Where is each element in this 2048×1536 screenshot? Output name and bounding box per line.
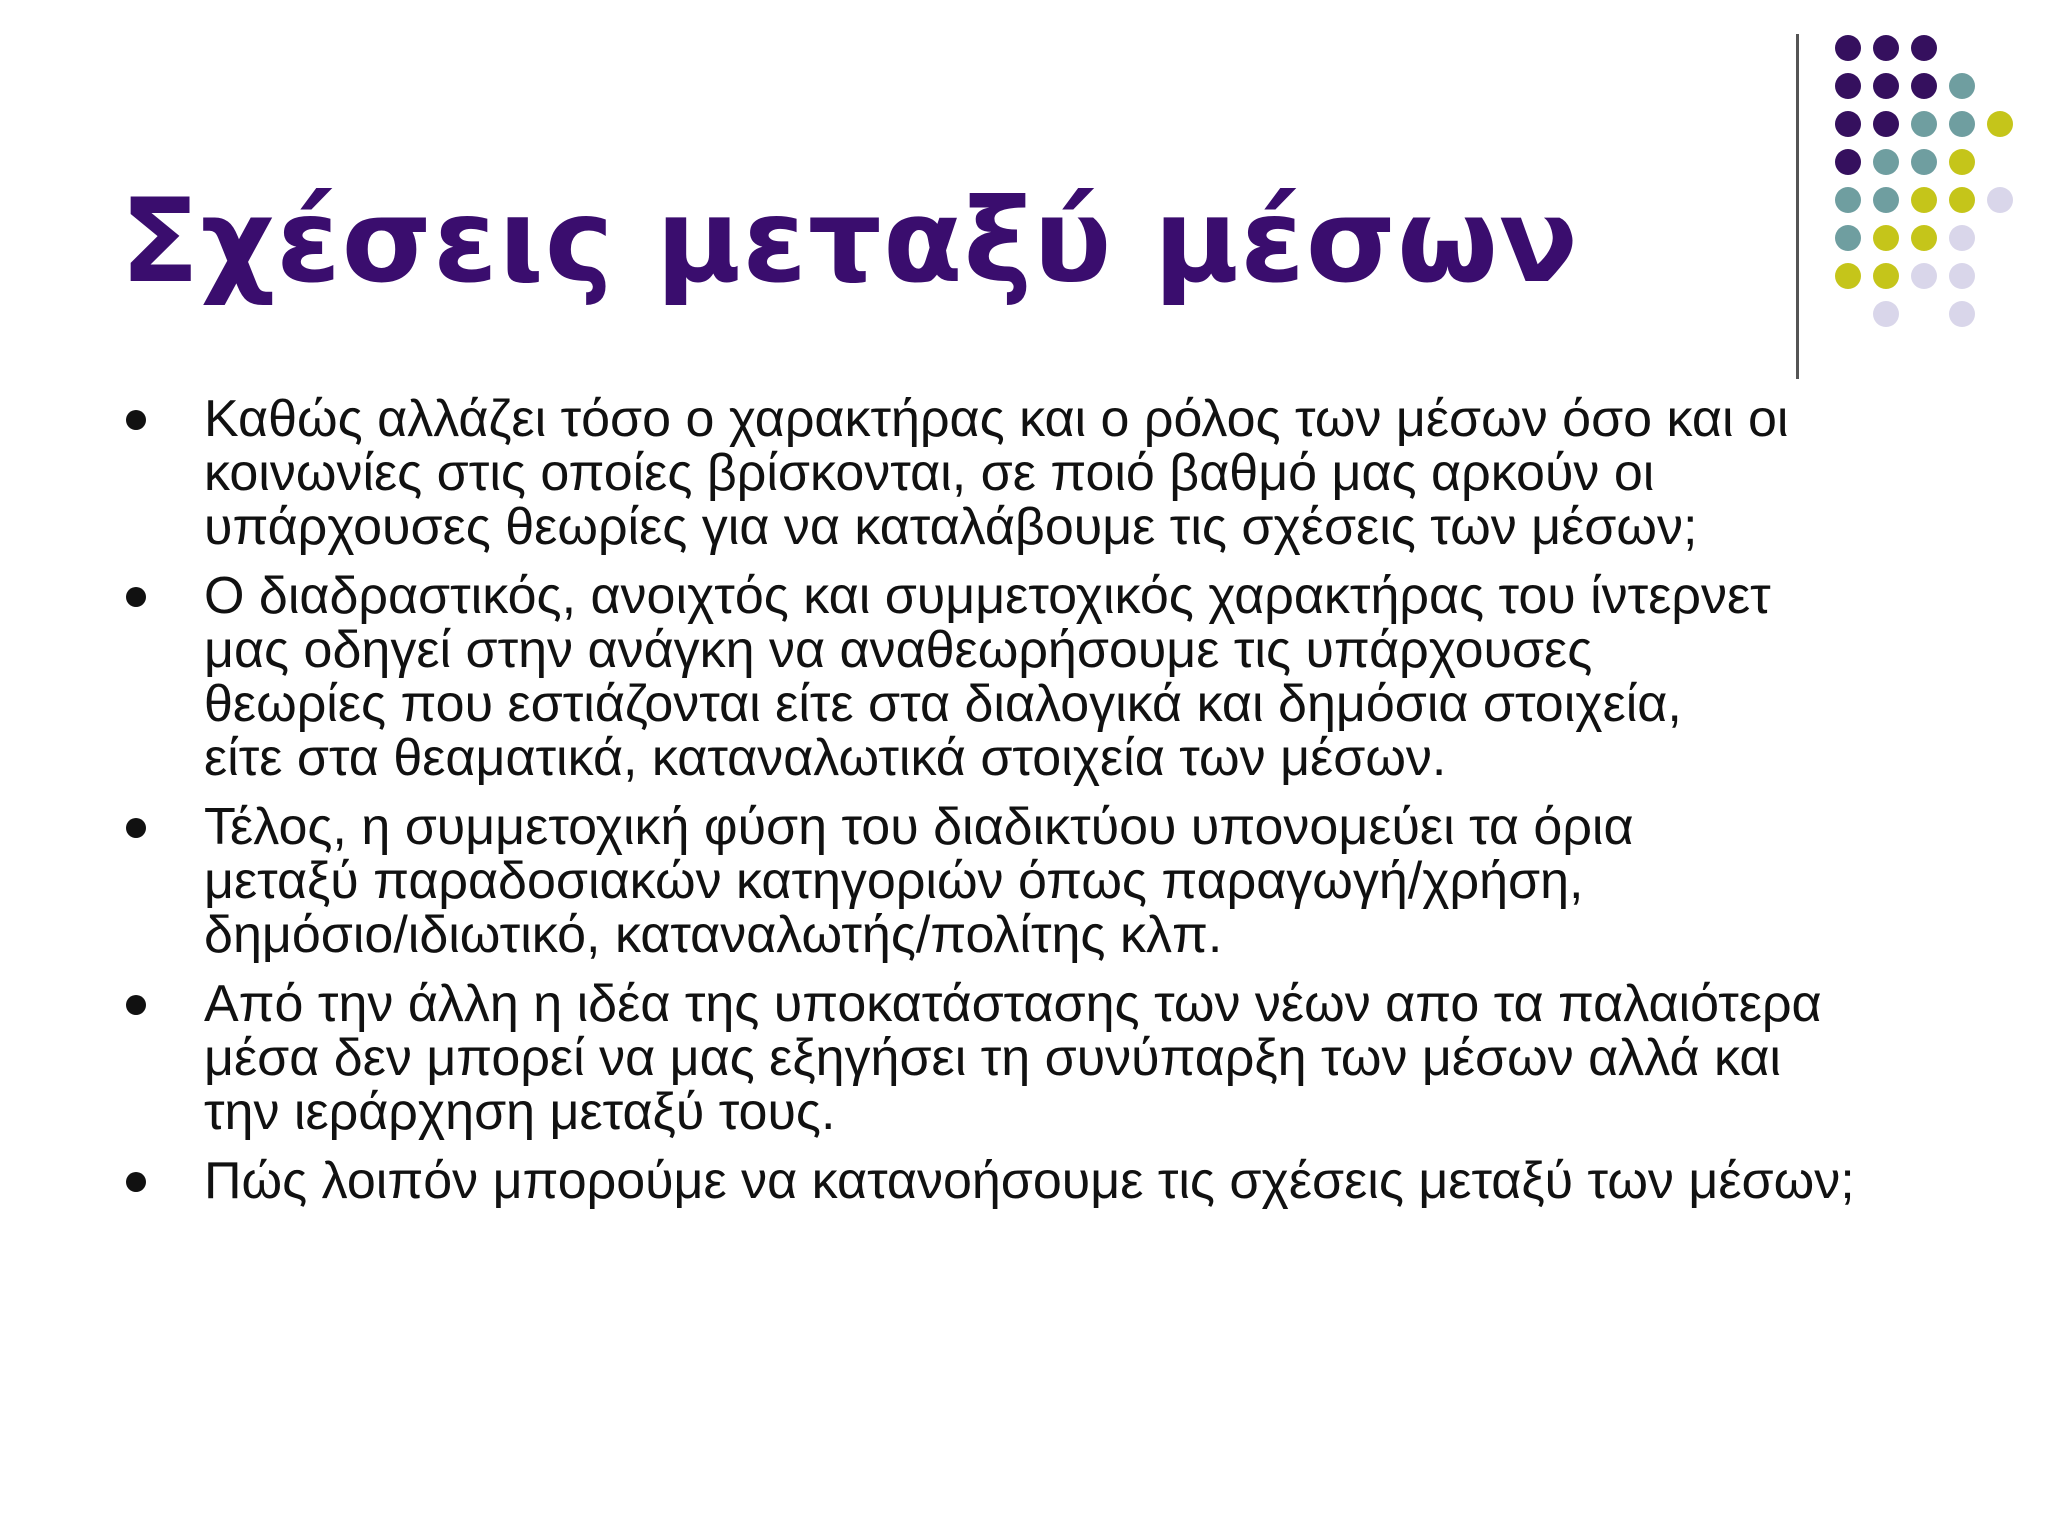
decorative-dot (1835, 111, 1861, 137)
decorative-dot (1911, 35, 1937, 61)
bullet-item-2 (120, 569, 1980, 785)
decorative-dot (1873, 225, 1899, 251)
decorative-dot (1949, 111, 1975, 137)
decorative-dot (1873, 263, 1899, 289)
decorative-dot (1873, 35, 1899, 61)
decorative-dot (1911, 225, 1937, 251)
decorative-dot (1835, 73, 1861, 99)
decorative-dot (1835, 35, 1861, 61)
decorative-dot (1835, 187, 1861, 213)
decorative-dot (1911, 187, 1937, 213)
decorative-dot (1949, 149, 1975, 175)
bullet-item-1 (120, 392, 1980, 554)
bullet-text: Πώς λοιπόν μπορούμε να κατανοήσουμε τις σχέσεις μεταξύ των μέσων; (204, 1152, 1855, 1210)
decorative-dot (1873, 73, 1899, 99)
decorative-dot (1911, 263, 1937, 289)
bullet-item-5 (120, 1154, 1980, 1208)
decorative-dot (1949, 187, 1975, 213)
decorative-dot (1835, 225, 1861, 251)
bullet-item-3 (120, 800, 1980, 962)
bullet-text: Ο διαδραστικός, ανοιχτός και συμμετοχικός χαρακτήρας του ίντερνετ μας οδηγεί στην ανάγκη να αναθεωρήσουμε τις υπάρχουσες θεωρίες που εστιάζονται είτε στα διαλογικά και δημόσια στοιχεία, είτε στα θεαματικά, καταναλωτικά στοιχεία των μέσων. (204, 567, 1771, 787)
decorative-dot (1949, 263, 1975, 289)
decorative-dot (1911, 111, 1937, 137)
decorative-dot (1873, 111, 1899, 137)
decorative-dot (1949, 225, 1975, 251)
decorative-dot (1873, 187, 1899, 213)
decorative-dot (1911, 149, 1937, 175)
bullet-item-4 (120, 977, 1980, 1139)
title-divider-line (1796, 34, 1799, 379)
decorative-dot (1949, 73, 1975, 99)
bullet-text: Καθώς αλλάζει τόσο ο χαρακτήρας και ο ρόλος των μέσων όσο και οι κοινωνίες στις οποίες βρίσκονται, σε ποιό βαθμό μας αρκούν οι υπάρχουσες θεωρίες για να καταλάβουμε τις σχέσεις των μέσων; (204, 390, 1789, 556)
decorative-dot (1835, 263, 1861, 289)
bullet-text: Τέλος, η συμμετοχική φύση του διαδικτύου υπονομεύει τα όρια μεταξύ παραδοσιακών κατηγοριών όπως παραγωγή/χρήση, δημόσιο/ιδιωτικό, καταναλωτής/πολίτης κλπ. (204, 798, 1634, 964)
decorative-dot (1911, 73, 1937, 99)
decorative-dot (1835, 149, 1861, 175)
decorative-dot (1873, 149, 1899, 175)
bullet-text: Από την άλλη η ιδέα της υποκατάστασης των νέων απο τα παλαιότερα μέσα δεν μπορεί να μας εξηγήσει τη συνύπαρξη των μέσων αλλά και την ιεράρχηση μεταξύ τους. (204, 975, 1822, 1141)
decorative-dot (1987, 111, 2013, 137)
bullet-list (120, 392, 1980, 1223)
decorative-dot (1987, 187, 2013, 213)
decorative-dot (1873, 301, 1899, 327)
decorative-dot (1949, 301, 1975, 327)
slide-title: Σχέσεις μεταξύ μέσων (120, 174, 1579, 309)
